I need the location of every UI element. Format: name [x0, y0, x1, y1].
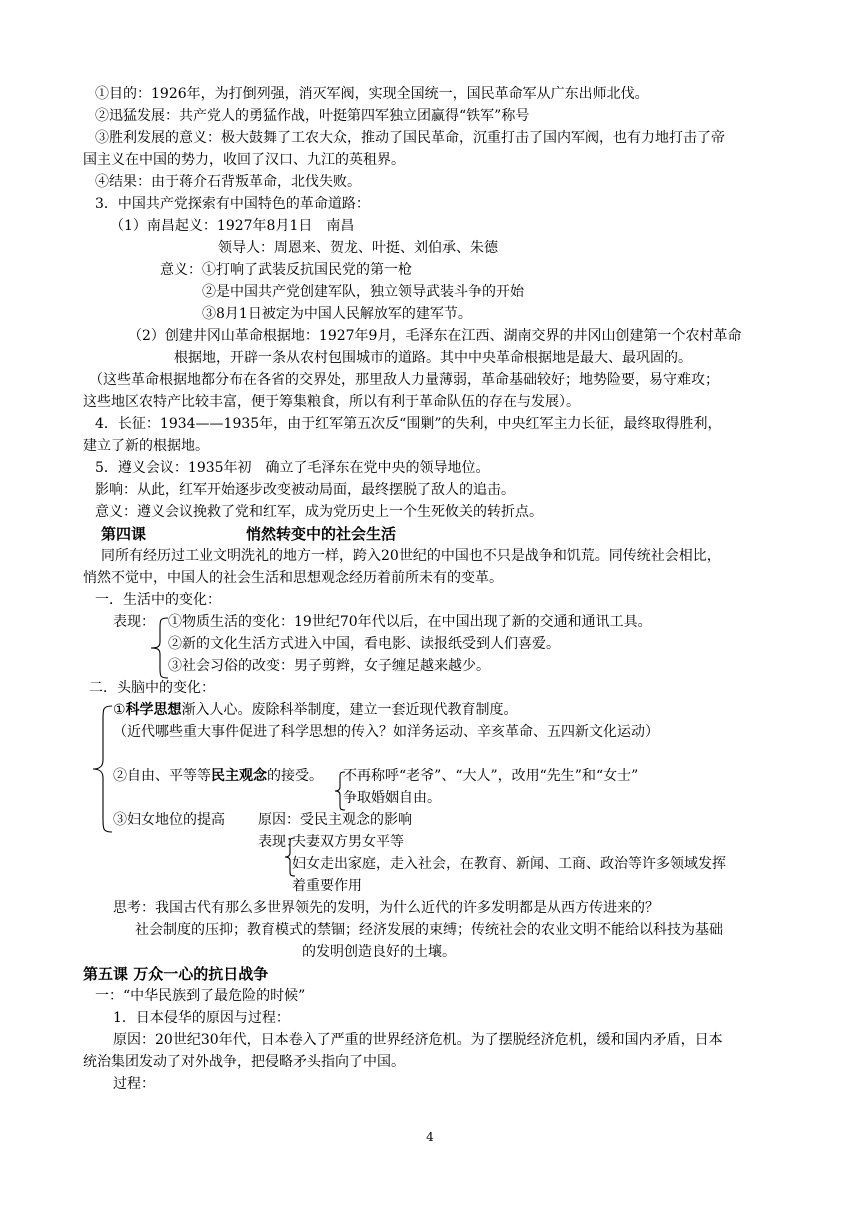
text-line: （2）创建井冈山革命根据地：1927年9月，毛泽东在江西、湖南交界的井冈山创建第一个农村革命 [128, 328, 742, 344]
text-line: ④结果：由于蒋介石背叛革命，北伐失败。 [95, 174, 361, 190]
text-line: 影响：从此，红军开始逐步改变被动局面，最终摆脱了敌人的追击。 [95, 482, 515, 498]
text-line: 统治集团发动了对外战争，把侵略矛头指向了中国。 [83, 1054, 405, 1070]
text-line: ②新的文化生活方式进入中国，看电影、读报纸受到人们喜爱。 [168, 636, 560, 652]
text-line: 思考：我国古代有那么多世界领先的发明，为什么近代的许多发明都是从西方传进来的？ [113, 900, 659, 916]
text-line: 悄然不觉中，中国人的社会生活和思想观念经历着前所未有的变革。 [83, 570, 503, 586]
lesson-title: 悄然转变中的社会生活 [246, 525, 397, 543]
text-line: 意义：遵义会议挽救了党和红军，成为党历史上一个生死攸关的转折点。 [95, 504, 543, 520]
text-line: ③妇女地位的提高 [113, 812, 225, 828]
text-line: ②自由、平等等民主观念的接受。 [113, 768, 323, 784]
text-line: 4．长征：1934——1935年，由于红军第五次反“围剿”的失利，中央红军主力长征，最终取得胜利， [95, 416, 722, 432]
text-line: 不再称呼“老爷”、“大人”，改用“先生”和“女士” [343, 768, 639, 784]
text-line: 原因：20世纪30年代，日本卷入了严重的世界经济危机。为了摆脱经济危机，缓和国内矛盾，日本 [113, 1032, 723, 1048]
text-line: ②迅猛发展：共产党人的勇猛作战，叶挺第四军独立团赢得“铁军”称号 [95, 108, 530, 124]
text-line: ②是中国共产党创建军队，独立领导武装斗争的开始 [202, 284, 524, 300]
text-line: （近代哪些重大事件促进了科学思想的传入？如洋务运动、辛亥革命、五四新文化运动） [113, 724, 659, 740]
lesson-number: 第四课 [101, 525, 147, 543]
text-line: 这些地区农特产比较丰富，便于筹集粮食，所以有利于革命队伍的存在与发展）。 [83, 394, 580, 410]
text-line: 着重要作用 [292, 878, 362, 894]
text-line: 表现： [113, 614, 155, 630]
emphasis-keyword: 民主观念 [211, 768, 267, 784]
text-line: 1．日本侵华的原因与过程： [113, 1010, 290, 1026]
text-line: 夫妻双方男女平等 [292, 834, 404, 850]
text-line: 社会制度的压抑；教育模式的禁锢；经济发展的束缚；传统社会的农业文明不能给以科技为基础 [135, 922, 723, 938]
text-line: 二．头脑中的变化： [89, 680, 215, 696]
text-line: ①目的：1926年，为打倒列强，消灭军阀，实现全国统一，国民革命军从广东出师北伐。 [95, 86, 649, 102]
text-line: ①物质生活的变化：19世纪70年代以后，在中国出现了新的交通和通讯工具。 [168, 614, 652, 630]
text-line: 一．生活中的变化： [95, 592, 221, 608]
page-number: 4 [426, 1130, 434, 1144]
text-line: ③8月1日被定为中国人民解放军的建军节。 [202, 306, 472, 322]
text-line: 妇女走出家庭，走入社会，在教育、新闻、工商、政治等许多领域发挥 [292, 856, 726, 872]
text-line: （1）南昌起义：1927年8月1日 南昌 [110, 218, 355, 234]
text-line: （这些革命根据地都分布在各省的交界处，那里敌人力量薄弱，革命基础较好；地势险要，易守难攻； [89, 372, 719, 388]
text-line: 意义：①打响了武装反抗国民党的第一枪 [160, 262, 412, 278]
text-line: 根据地，开辟一条从农村包围城市的道路。其中中央革命根据地是最大、最巩固的。 [174, 350, 692, 366]
text-line: 表现： [258, 834, 300, 850]
text-line: 领导人：周恩来、贺龙、叶挺、刘伯承、朱德 [218, 240, 498, 256]
text-line: 争取婚姻自由。 [343, 790, 441, 806]
emphasis-keyword: 科学思想 [125, 702, 182, 718]
text-line: 一：“中华民族到了最危险的时候” [95, 988, 306, 1004]
text-line: ①科学思想渐入人心。废除科举制度，建立一套近现代教育制度。 [113, 702, 518, 718]
brace-icon [148, 616, 170, 680]
text-line: 3．中国共产党探索有中国特色的革命道路： [95, 196, 370, 212]
text-line: 5．遵义会议：1935年初 确立了毛泽东在党中央的领导地位。 [95, 460, 490, 476]
brace-icon [90, 704, 114, 834]
text-line: 建立了新的根据地。 [83, 438, 209, 454]
text-line: ③胜利发展的意义：极大鼓舞了工农大众，推动了国民革命，沉重打击了国内军阀，也有力地打击了帝 [95, 130, 725, 146]
text-line: 的发明创造良好的土壤。 [302, 944, 456, 960]
text-line: 国主义在中国的势力，收回了汉口、九江的英租界。 [83, 152, 405, 168]
text-line: 原因：受民主观念的影响 [258, 812, 412, 828]
text-line: 同所有经历过工业文明洗礼的地方一样，跨入20世纪的中国也不只是战争和饥荒。同传统社会相比， [101, 548, 721, 564]
lesson-heading: 第五课 万众一心的抗日战争 [83, 965, 269, 983]
text-line: ③社会习俗的改变：男子剪辫，女子缠足越来越少。 [168, 658, 490, 674]
text-line: 过程： [113, 1076, 155, 1092]
